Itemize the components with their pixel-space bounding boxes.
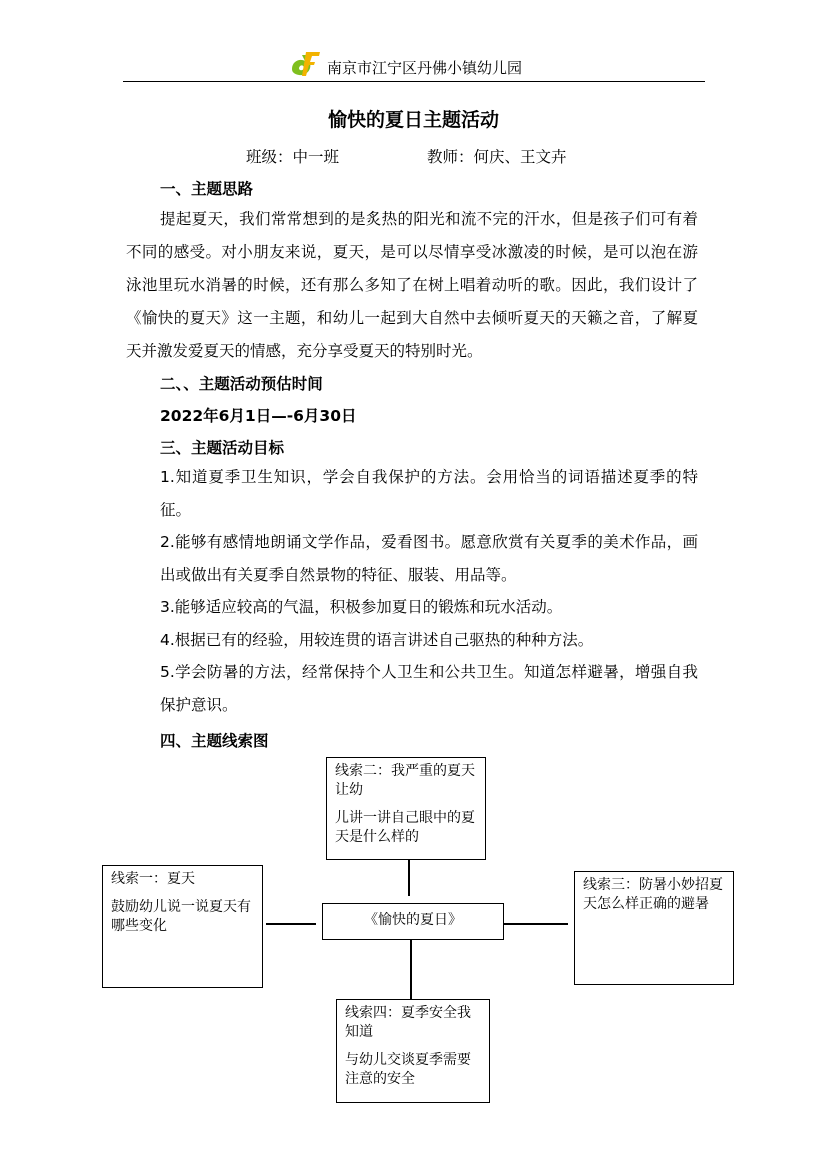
clue-one-title: 线索一：夏天: [111, 871, 195, 887]
clue-three-title: 线索三：防暑小妙招夏天怎么样正确的避暑: [583, 877, 723, 912]
section-heading-clue-map: 四、主题线索图: [160, 732, 269, 750]
clue-four-desc: 与幼儿交谈夏季需要注意的安全: [345, 1052, 471, 1087]
clue-two-desc: 儿讲一讲自己眼中的夏天是什么样的: [335, 810, 475, 845]
header-divider: [123, 81, 705, 82]
clue-box-four: [336, 999, 490, 1103]
page-title: 愉快的夏日主题活动: [327, 109, 499, 131]
school-logo-icon: [288, 49, 322, 79]
goal-item: 2.能够有感情地朗诵文学作品，爱看图书。愿意欣赏有关夏季的美术作品，画出或做出有关夏季自然景物的特征、服装、用品等。: [160, 533, 698, 584]
connector-top: [408, 859, 410, 896]
clue-box-one: [102, 865, 263, 988]
goal-item: 1.知道夏季卫生知识，学会自我保护的方法。会用恰当的词语描述夏季的特征。: [160, 468, 698, 519]
theme-idea-paragraph: 提起夏天，我们常常想到的是炙热的阳光和流不完的汗水，但是孩子们可有着不同的感受。对小朋友来说，夏天，是可以尽情享受冰激凌的时候，是可以泡在游泳池里玩水消暑的时候，还有那么多知了在树上唱着动听的歌。因此，我们设计了《愉快的夏天》这一主题，和幼儿一起到大自然中去倾听夏天的天籁之音，了解夏天并激发爱夏天的情感，充分享受夏天的特别时光。: [126, 210, 698, 360]
section-heading-goals: 三、主题活动目标: [160, 439, 285, 457]
section-heading-theme-idea: 一、主题思路: [160, 180, 254, 198]
connector-left: [266, 923, 316, 925]
school-name: 南京市江宁区丹佛小镇幼儿园: [327, 59, 523, 77]
center-label: 《愉快的夏日》: [364, 912, 462, 928]
clue-map-center: [322, 903, 504, 940]
connector-bottom: [410, 940, 412, 999]
clue-box-three: [574, 871, 734, 985]
connector-right: [504, 923, 568, 925]
goal-item: 3.能够适应较高的气温，积极参加夏日的锻炼和玩水活动。: [160, 598, 563, 616]
clue-box-two: [326, 757, 486, 860]
section-heading-time: 二、、主题活动预估时间: [160, 375, 323, 393]
clue-two-title: 线索二：我严重的夏天让幼: [335, 763, 475, 798]
activity-dates: 2022年6月1日—-6月30日: [160, 407, 357, 425]
class-label: 班级：中一班: [246, 148, 340, 166]
teacher-label: 教师：何庆、王文卉: [427, 148, 567, 166]
clue-one-desc: 鼓励幼儿说一说夏天有哪些变化: [111, 899, 251, 934]
goal-item: 4.根据已有的经验，用较连贯的语言讲述自己驱热的种种方法。: [160, 631, 594, 649]
clue-four-title: 线索四：夏季安全我知道: [345, 1005, 471, 1040]
goal-item: 5.学会防暑的方法，经常保持个人卫生和公共卫生。知道怎样避暑，增强自我保护意识。: [160, 663, 698, 714]
